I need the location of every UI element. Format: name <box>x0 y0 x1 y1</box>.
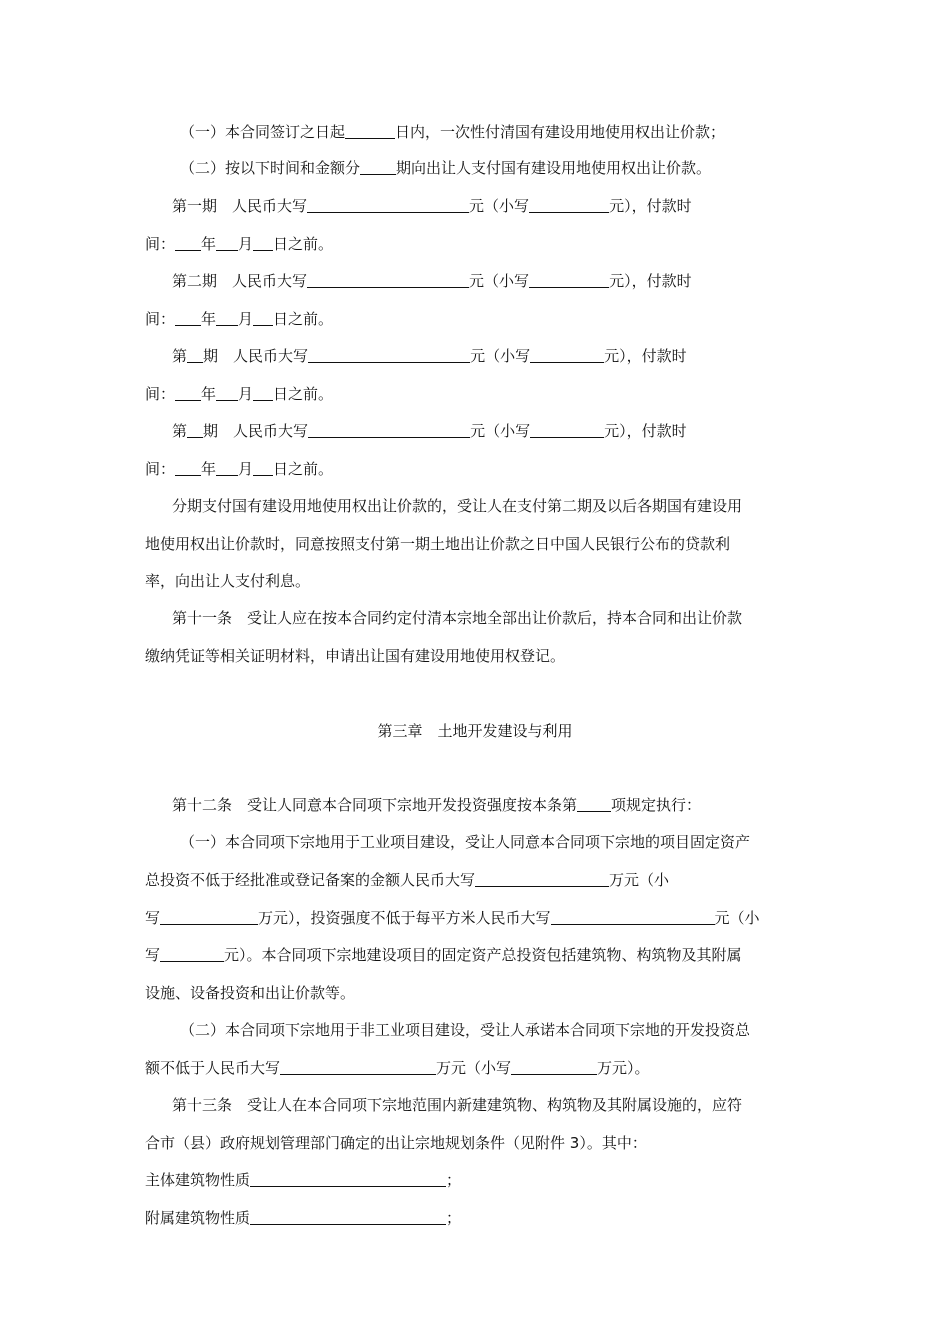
article-12-p2-line-2 <box>145 1058 650 1078</box>
day-blank <box>253 235 273 251</box>
intensity-figures-blank <box>160 946 224 962</box>
total-investment-label: 总投资不低于经批准或登记备案的金额人民币大写 <box>145 871 476 889</box>
clause-blank <box>577 796 611 812</box>
amount-figures-blank <box>529 272 609 288</box>
period-label-b: 期 <box>203 347 219 365</box>
article-11-line-2: 缴纳凭证等相关证明材料，申请出让国有建设用地使用权登记。 <box>145 647 566 665</box>
yuan-close-label: 元），付款时 <box>609 197 692 215</box>
month-label: 月 <box>238 310 254 328</box>
yuan-close-label: 元），付款时 <box>604 422 687 440</box>
yuan-small-label: 元（小写 <box>470 347 531 365</box>
total-investment-words-blank <box>475 871 609 887</box>
xie-label: 写 <box>145 946 161 964</box>
amount-prefix: 人民币大写 <box>232 272 308 290</box>
interest-line-3: 率，向出让人支付利息。 <box>145 572 311 590</box>
period-number-blank <box>187 422 203 438</box>
aux-building-label: 附属建筑物性质 <box>145 1209 251 1227</box>
xie-label: 写 <box>145 909 161 927</box>
wan-yuan-small-label: 万元（小 <box>609 871 670 889</box>
fixed-assets-text: 元）。本合同项下宗地建设项目的固定资产总投资包括建筑物、构筑物及其附属 <box>224 946 742 964</box>
interest-line-1: 分期支付国有建设用地使用权出让价款的，受让人在支付第二期及以后各期国有建设用 <box>172 497 743 515</box>
option2-text-post: 期向出让人支付国有建设用地使用权出让价款。 <box>396 159 712 177</box>
wan-yuan-small-label: 万元（小写 <box>436 1059 512 1077</box>
period-label-a: 第 <box>172 422 188 440</box>
yuan-close-label: 元），付款时 <box>604 347 687 365</box>
article-12-intro-pre: 第十二条 受让人同意本合同项下宗地开发投资强度按本条第 <box>172 796 578 814</box>
period-2-line <box>172 271 692 291</box>
yuan-small-label: 元（小 <box>714 909 760 927</box>
day-label: 日之前。 <box>273 310 334 328</box>
chapter-title: 第三章 土地开发建设与利用 <box>377 722 573 740</box>
article-12-p2-line-1: （二）本合同项下宗地用于非工业项目建设，受让人承诺本合同项下宗地的开发投资总 <box>180 1021 751 1039</box>
time-prefix: 间： <box>145 310 176 328</box>
amount-words-blank <box>307 197 469 213</box>
time-prefix: 间： <box>145 385 176 403</box>
main-building-nature <box>145 1170 461 1190</box>
payment-option-1 <box>180 122 725 142</box>
interest-line-2: 地使用权出让价款时，同意按照支付第一期土地出让价款之日中国人民银行公布的贷款利 <box>145 535 731 553</box>
period-1-time <box>145 234 333 254</box>
yuan-small-label: 元（小写 <box>469 272 530 290</box>
day-blank <box>253 310 273 326</box>
payment-option-2 <box>180 158 711 178</box>
option1-text-post: 日内，一次性付清国有建设用地使用权出让价款； <box>395 123 726 141</box>
article-12-intro-post: 项规定执行： <box>611 796 702 814</box>
time-prefix: 间： <box>145 460 176 478</box>
wan-yuan-close-label: 万元）。 <box>597 1059 650 1077</box>
amount-words-blank <box>308 347 470 363</box>
option2-text-pre: （二）按以下时间和金额分 <box>180 159 361 177</box>
article-12-p1-line-2 <box>145 870 669 890</box>
month-label: 月 <box>238 460 254 478</box>
amount-prefix: 人民币大写 <box>233 347 309 365</box>
semicolon: ； <box>446 1171 462 1189</box>
investment-intensity-label: 万元），投资强度不低于每平方米人民币大写 <box>258 909 551 927</box>
period-2-time <box>145 309 333 329</box>
day-blank <box>253 460 273 476</box>
yuan-close-label: 元），付款时 <box>609 272 692 290</box>
period-1-line <box>172 196 692 216</box>
period-label-a: 第 <box>172 347 188 365</box>
amount-words-blank <box>307 272 469 288</box>
amount-prefix: 人民币大写 <box>232 197 308 215</box>
period-label: 第二期 <box>172 272 218 290</box>
period-label-b: 期 <box>203 422 219 440</box>
day-label: 日之前。 <box>273 460 334 478</box>
year-label: 年 <box>201 235 217 253</box>
non-industrial-words-blank <box>280 1059 436 1075</box>
year-label: 年 <box>201 385 217 403</box>
main-building-label: 主体建筑物性质 <box>145 1171 251 1189</box>
amount-prefix: 人民币大写 <box>233 422 309 440</box>
main-building-blank <box>250 1171 446 1187</box>
day-blank <box>253 385 273 401</box>
article-13-line-2: 合市（县）政府规划管理部门确定的出让宗地规划条件（见附件 3）。其中： <box>145 1134 647 1152</box>
article-12-p1-line-1: （一）本合同项下宗地用于工业项目建设，受让人同意本合同项下宗地的项目固定资产 <box>180 833 751 851</box>
total-investment-figures-blank <box>160 909 258 925</box>
yuan-small-label: 元（小写 <box>469 197 530 215</box>
period-number-blank <box>187 347 203 363</box>
year-blank <box>175 235 201 251</box>
month-label: 月 <box>238 385 254 403</box>
option1-text-pre: （一）本合同签订之日起 <box>180 123 346 141</box>
article-12-p1-line-3 <box>145 908 760 928</box>
intensity-words-blank <box>551 909 715 925</box>
amount-figures-blank <box>530 347 604 363</box>
year-label: 年 <box>201 460 217 478</box>
year-blank <box>175 460 201 476</box>
aux-building-blank <box>250 1209 446 1225</box>
month-blank <box>216 385 238 401</box>
time-prefix: 间： <box>145 235 176 253</box>
day-label: 日之前。 <box>273 235 334 253</box>
year-blank <box>175 310 201 326</box>
amount-figures-blank <box>530 422 604 438</box>
days-blank <box>345 123 395 139</box>
non-industrial-figures-blank <box>511 1059 597 1075</box>
aux-building-nature <box>145 1208 461 1228</box>
article-11-line-1: 第十一条 受让人应在按本合同约定付清本宗地全部出让价款后，持本合同和出让价款 <box>172 609 743 627</box>
period-n-line <box>172 346 687 366</box>
non-industrial-amount-label: 额不低于人民币大写 <box>145 1059 281 1077</box>
month-blank <box>216 460 238 476</box>
yuan-small-label: 元（小写 <box>470 422 531 440</box>
period-n-time <box>145 459 333 479</box>
installments-blank <box>360 159 396 175</box>
month-label: 月 <box>238 235 254 253</box>
year-blank <box>175 385 201 401</box>
period-n-time <box>145 384 333 404</box>
amount-words-blank <box>308 422 470 438</box>
month-blank <box>216 235 238 251</box>
period-n-line <box>172 421 687 441</box>
article-12-p1-line-4 <box>145 945 742 965</box>
period-label: 第一期 <box>172 197 218 215</box>
article-13-line-1: 第十三条 受让人在本合同项下宗地范围内新建建筑物、构筑物及其附属设施的，应符 <box>172 1096 743 1114</box>
article-12-intro <box>172 795 701 815</box>
article-12-p1-line-5: 设施、设备投资和出让价款等。 <box>145 984 356 1002</box>
amount-figures-blank <box>529 197 609 213</box>
semicolon: ； <box>446 1209 462 1227</box>
month-blank <box>216 310 238 326</box>
day-label: 日之前。 <box>273 385 334 403</box>
year-label: 年 <box>201 310 217 328</box>
